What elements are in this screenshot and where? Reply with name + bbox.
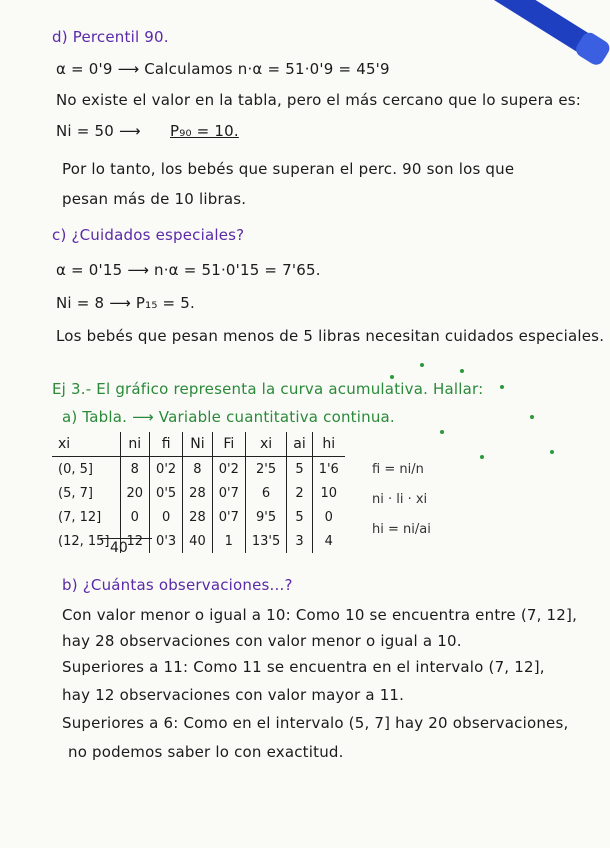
- section-d-line4: Por lo tanto, los bebés que superan el perc. 90 son los que: [62, 160, 515, 178]
- section-b-line6: no podemos saber lo con exactitud.: [68, 743, 344, 761]
- table-cell: 5: [287, 505, 312, 529]
- table-cell: 40: [183, 529, 213, 553]
- table-cell: 8: [120, 457, 150, 482]
- table-cell: 0: [312, 505, 345, 529]
- table-cell: 13'5: [245, 529, 286, 553]
- col-header: ai: [287, 432, 312, 457]
- section-d-heading: d) Percentil 90.: [52, 28, 169, 46]
- table-cell: 0'2: [212, 457, 245, 482]
- col-header: ni: [120, 432, 150, 457]
- section-d-line5: pesan más de 10 libras.: [62, 190, 247, 208]
- section-d-line2: No existe el valor en la tabla, pero el más cercano que lo supera es:: [56, 91, 582, 109]
- col-header: Fi: [212, 432, 245, 457]
- table-cell: 0: [120, 505, 150, 529]
- formula-hi: hi = ni/ai: [372, 522, 431, 537]
- table-cell: 20: [120, 481, 150, 505]
- table-cell: 28: [183, 505, 213, 529]
- table-cell: 0'3: [150, 529, 183, 553]
- frequency-table: [52, 432, 345, 553]
- table-row: [52, 505, 345, 529]
- table-cell: 6: [245, 481, 286, 505]
- formula-ni: ni · li · xi: [372, 492, 428, 507]
- total-divider: [100, 538, 152, 539]
- section-b-line2: hay 28 observaciones con valor menor o igual a 10.: [62, 632, 462, 650]
- table-row: [52, 529, 345, 553]
- table-cell: 9'5: [245, 505, 286, 529]
- table-total: 40: [110, 540, 128, 556]
- table-cell: 28: [183, 481, 213, 505]
- col-header: Ni: [183, 432, 213, 457]
- table-cell: 1'6: [312, 457, 345, 482]
- table-cell: (0, 5]: [58, 461, 93, 477]
- col-header: fi: [150, 432, 183, 457]
- table-header-row: [52, 432, 345, 457]
- table-cell: 3: [287, 529, 312, 553]
- section-d-line1: α = 0'9 ⟶ Calculamos n·α = 51·0'9 = 45'9: [56, 60, 390, 78]
- section-b-line1: Con valor menor o igual a 10: Como 10 se encuentra entre (7, 12],: [62, 606, 578, 624]
- section-c-heading: c) ¿Cuidados especiales?: [52, 226, 245, 244]
- table-cell: 1: [212, 529, 245, 553]
- table-cell: (12, 15]: [58, 533, 110, 549]
- section-b-line4: hay 12 observaciones con valor mayor a 11.: [62, 686, 405, 704]
- ej3-sub-a-text: a) Tabla. ⟶ Variable cuantitativa continua.: [62, 408, 395, 426]
- blue-pen-image: [452, 0, 610, 104]
- table-cell: 2: [287, 481, 312, 505]
- col-header: xi: [52, 432, 120, 457]
- table-row: [52, 481, 345, 505]
- table-cell: 8: [183, 457, 213, 482]
- section-c-line1: α = 0'15 ⟶ n·α = 51·0'15 = 7'65.: [56, 261, 321, 279]
- ej3-sub-a: [62, 408, 395, 426]
- section-b-line5: Superiores a 6: Como en el intervalo (5, 7] hay 20 observaciones,: [62, 714, 569, 732]
- formulas-note: [372, 455, 431, 545]
- table-cell: 12: [120, 529, 150, 553]
- table-cell: 10: [312, 481, 345, 505]
- table-cell: 0: [150, 505, 183, 529]
- table-cell: 0'5: [150, 481, 183, 505]
- table-cell: 0'7: [212, 505, 245, 529]
- table-cell: 0'7: [212, 481, 245, 505]
- section-c-line3: Los bebés que pesan menos de 5 libras necesitan cuidados especiales.: [56, 327, 605, 345]
- col-header: xi: [245, 432, 286, 457]
- formula-fi: fi = ni/n: [372, 462, 424, 477]
- table-cell: 2'5: [245, 457, 286, 482]
- section-d-line3-right: P₉₀ = 10.: [170, 122, 239, 140]
- table-cell: 5: [287, 457, 312, 482]
- table-cell: (5, 7]: [58, 485, 93, 501]
- ej3-heading: Ej 3.- El gráfico representa la curva acumulativa. Hallar:: [52, 380, 484, 398]
- section-d-line3-left: Ni = 50 ⟶: [56, 122, 141, 140]
- section-c-line2: Ni = 8 ⟶ P₁₅ = 5.: [56, 294, 195, 312]
- table-cell: 4: [312, 529, 345, 553]
- table-cell: 0'2: [150, 457, 183, 482]
- section-b-line3: Superiores a 11: Como 11 se encuentra en el intervalo (7, 12],: [62, 658, 545, 676]
- table-row: [52, 457, 345, 482]
- table-cell: (7, 12]: [58, 509, 102, 525]
- col-header: hi: [312, 432, 345, 457]
- section-b-heading: b) ¿Cuántas observaciones...?: [62, 576, 293, 594]
